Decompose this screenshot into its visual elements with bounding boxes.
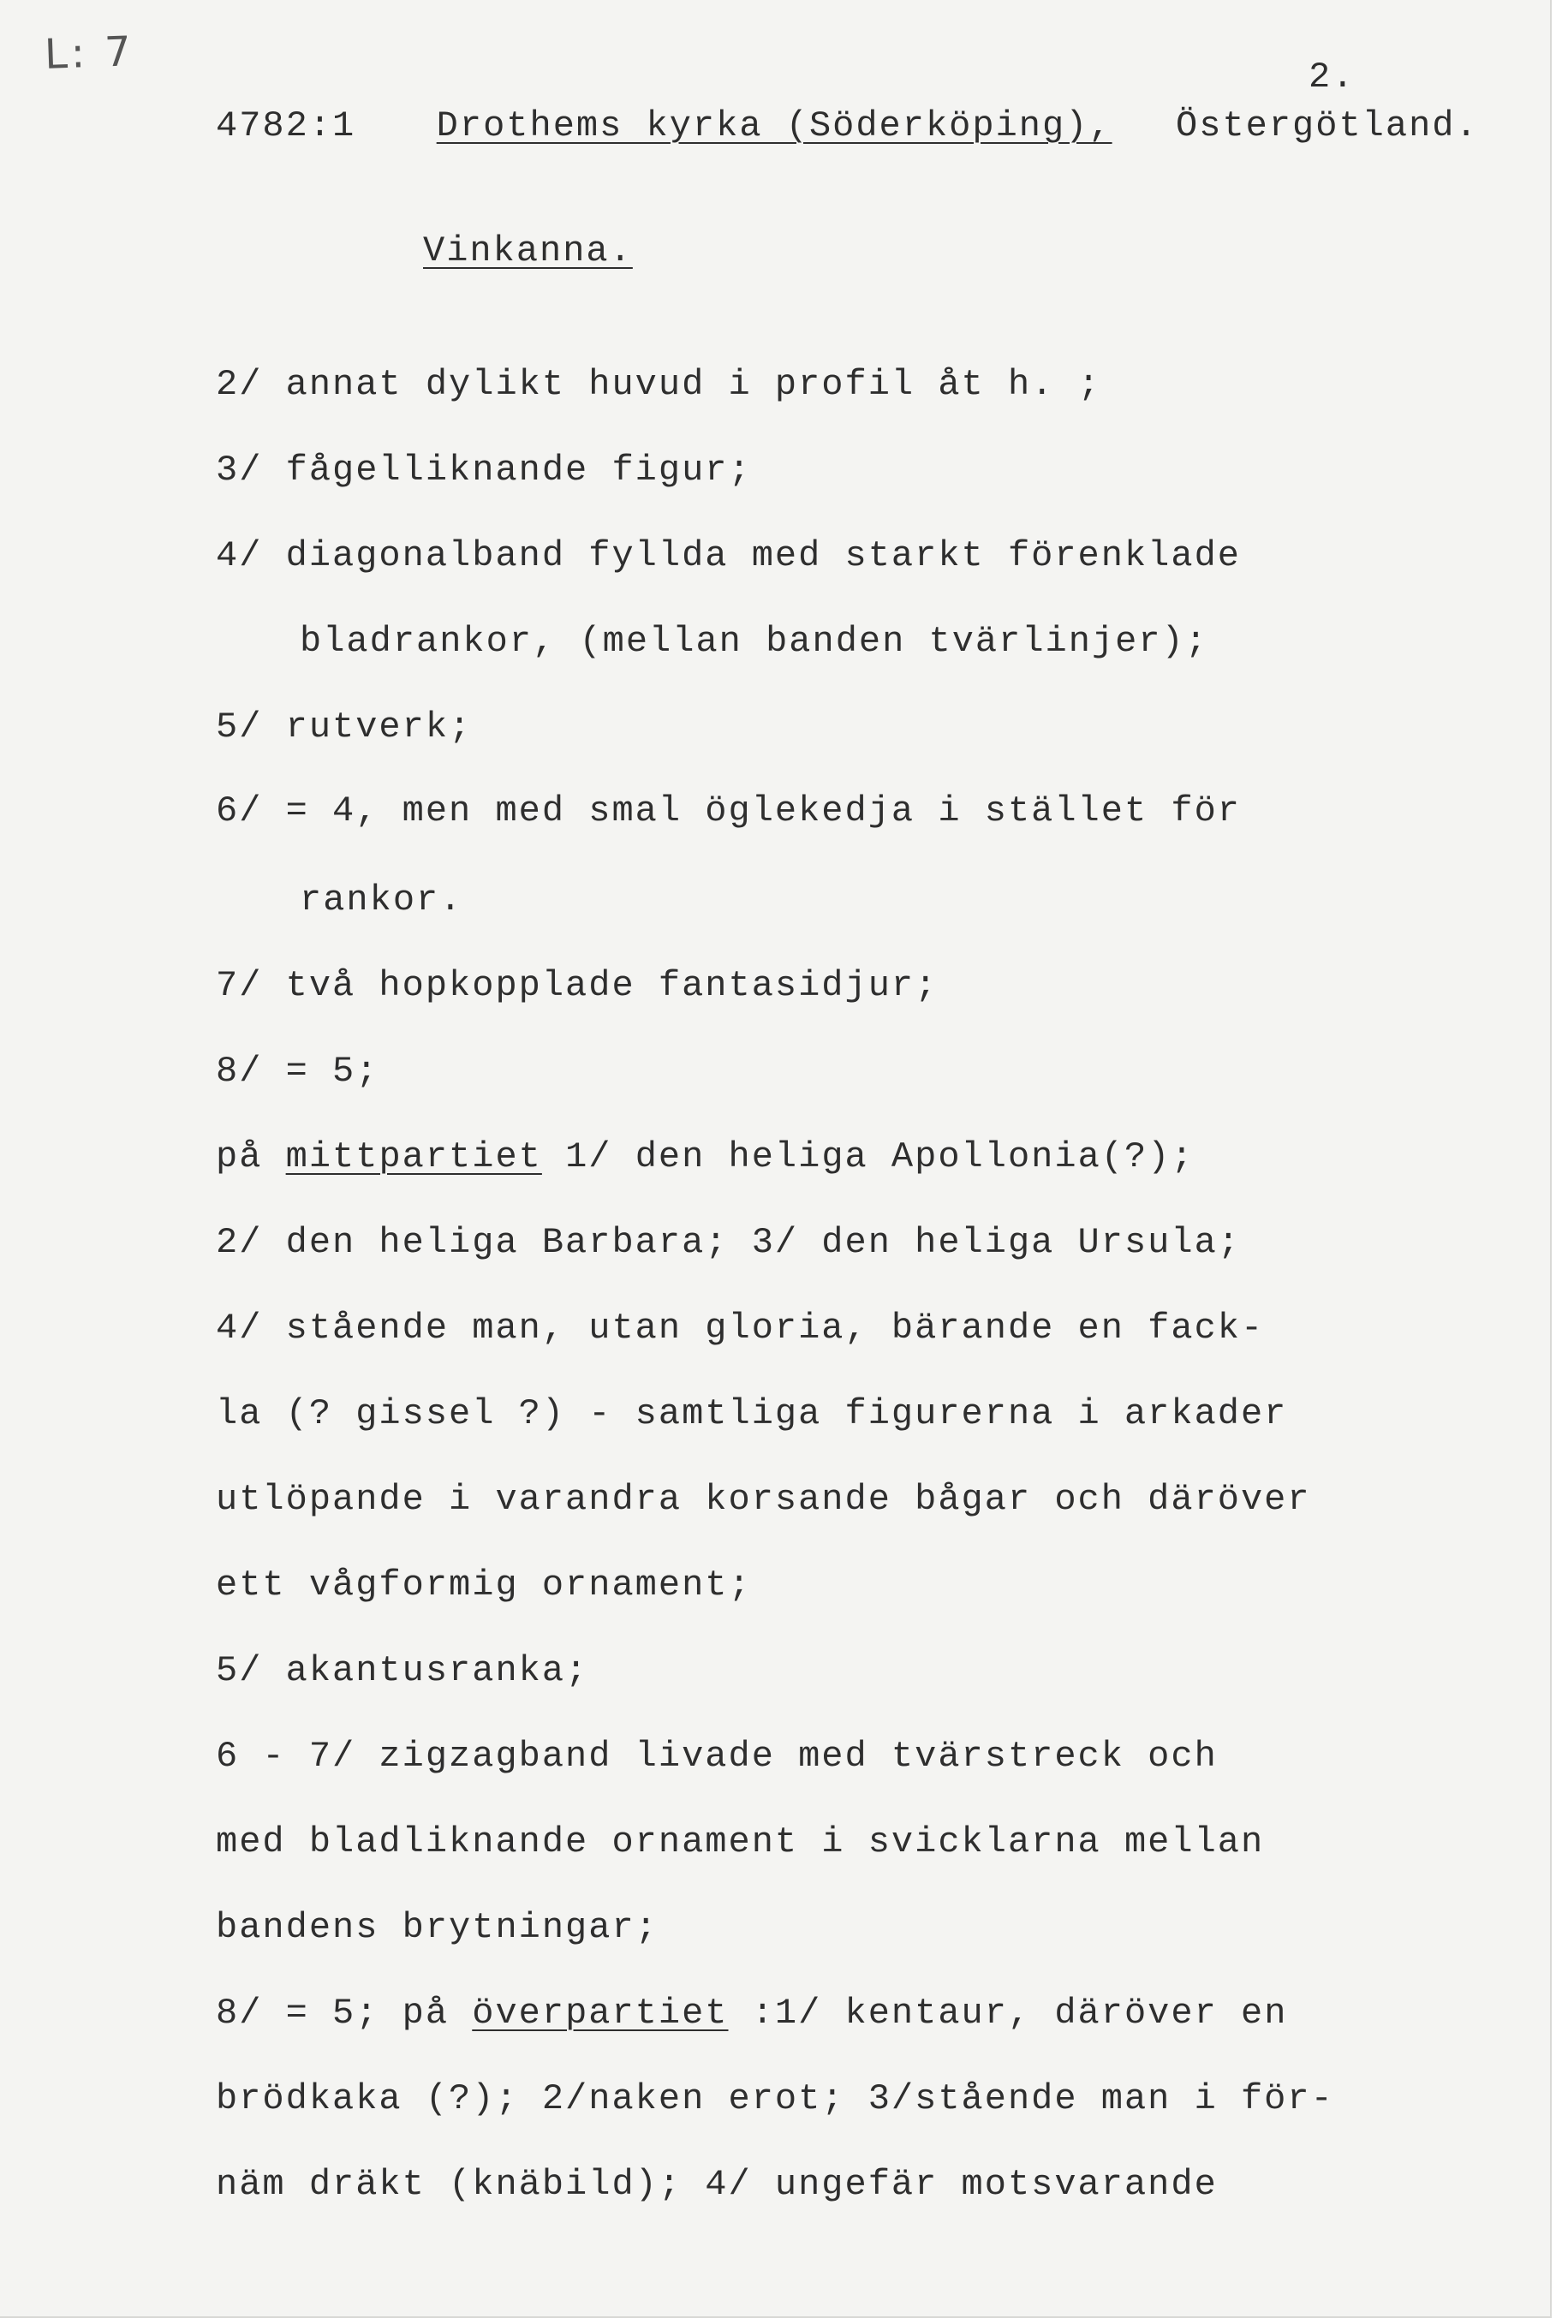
text-line: brödkaka (?); 2/naken erot; 3/stående man i för-	[216, 2078, 1334, 2119]
text-line: 5/ akantusranka;	[216, 1650, 589, 1691]
mid-rest: 1/ den heliga Apollonia(?);	[541, 1136, 1195, 1177]
text-line: med bladliknande ornament i svicklarna mellan	[216, 1821, 1265, 1862]
text-line: bandens brytningar;	[216, 1907, 659, 1948]
text-line: 7/ två hopkopplade fantasidjur;	[216, 965, 939, 1006]
region: Östergötland.	[1176, 105, 1479, 146]
text-line: la (? gissel ?) - samtliga figurerna i arkader	[216, 1393, 1288, 1434]
text-line: 2/ annat dylikt huvud i profil åt h. ;	[216, 364, 1101, 405]
upper-rest: :1/ kentaur, däröver en	[728, 1993, 1288, 2034]
page-number: 2.	[1309, 57, 1356, 98]
text-line: 2/ den heliga Barbara; 3/ den heliga Ursula;	[216, 1222, 1241, 1263]
text-line: 5/ rutverk;	[216, 706, 473, 748]
mid-underlined: mittpartiet	[285, 1136, 542, 1177]
text-line: ett vågformig ornament;	[216, 1564, 752, 1606]
text-line: 4/ stående man, utan gloria, bärande en fack-	[216, 1308, 1265, 1349]
text-line: 3/ fågelliknande figur;	[216, 450, 752, 491]
mid-section-line	[216, 1136, 1195, 1177]
upper-underlined: överpartiet	[472, 1993, 729, 2034]
mid-prefix: på	[216, 1136, 286, 1177]
upper-section-line	[216, 1993, 1288, 2034]
archive-mark: L: 7	[44, 27, 135, 79]
text-line: bladrankor, (mellan banden tvärlinjer);	[300, 621, 1208, 662]
text-line: 8/ = 5;	[216, 1051, 379, 1092]
upper-prefix: 8/ = 5; på	[216, 1993, 473, 2034]
text-line: 4/ diagonalband fyllda med starkt förenklade	[216, 535, 1241, 576]
text-line: 6 - 7/ zigzagband livade med tvärstreck och	[216, 1736, 1218, 1777]
header-line	[216, 105, 1479, 146]
text-line: näm dräkt (knäbild); 4/ ungefär motsvarande	[216, 2164, 1218, 2205]
text-line: rankor.	[300, 879, 463, 921]
subject-heading: Vinkanna.	[423, 230, 633, 271]
inventory-number: 4782:1	[216, 105, 356, 146]
location: Drothems kyrka (Söderköping),	[436, 105, 1112, 146]
text-line: 6/ = 4, men med smal öglekedja i stället för	[216, 790, 1241, 831]
text-line: utlöpande i varandra korsande bågar och däröver	[216, 1479, 1311, 1520]
